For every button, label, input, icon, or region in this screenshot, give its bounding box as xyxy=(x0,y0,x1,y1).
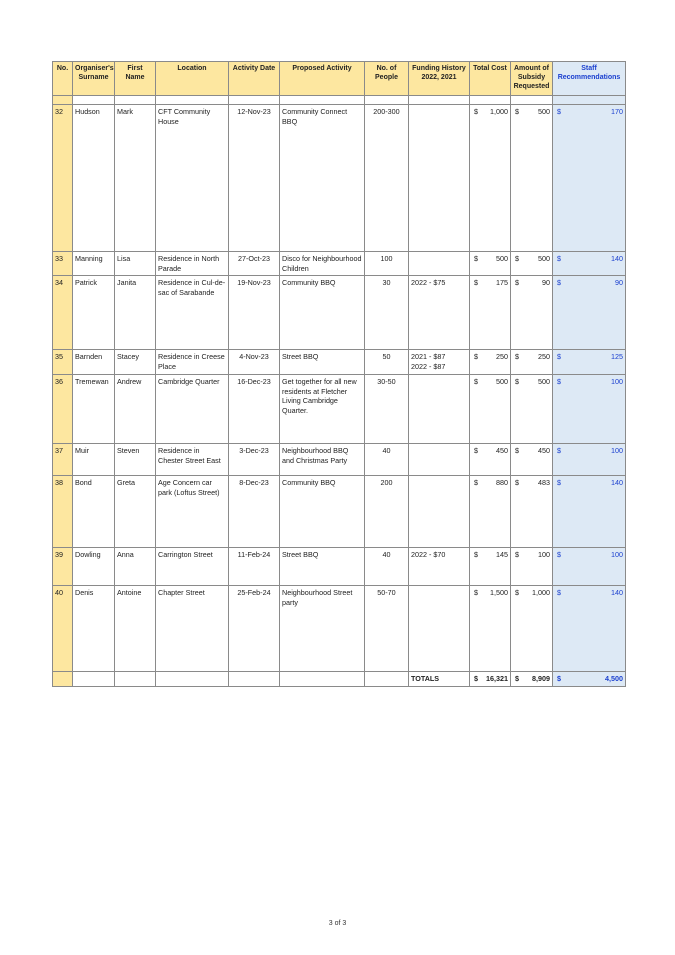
activity-date: 3-Dec-23 xyxy=(229,443,280,475)
subsidy-requested xyxy=(511,585,553,671)
proposed-activity: Neighbourhood Street party xyxy=(280,585,365,671)
currency-symbol: $ xyxy=(515,445,519,455)
organiser-surname: Dowling xyxy=(73,547,115,585)
subsidy-requested-value: 500 xyxy=(538,376,550,386)
no-of-people: 30 xyxy=(365,276,409,350)
no-of-people: 50 xyxy=(365,350,409,374)
organiser-surname: Denis xyxy=(73,585,115,671)
proposed-activity: Neighbourhood BBQ and Christmas Party xyxy=(280,443,365,475)
table-row xyxy=(53,475,626,547)
totals-blank xyxy=(229,671,280,686)
total-cost-value: 175 xyxy=(496,278,508,288)
currency-symbol: $ xyxy=(557,477,561,487)
proposed-activity: Community Connect BBQ xyxy=(280,105,365,252)
totals-label: TOTALS xyxy=(409,671,470,686)
activity-date: 16-Dec-23 xyxy=(229,374,280,443)
total-cost-value: 1,500 xyxy=(490,587,508,597)
table-row xyxy=(53,350,626,374)
row-number: 33 xyxy=(53,252,73,276)
row-number: 34 xyxy=(53,276,73,350)
currency-symbol: $ xyxy=(474,352,478,362)
activity-date: 19-Nov-23 xyxy=(229,276,280,350)
staff-recommendation xyxy=(553,350,626,374)
totals-blank xyxy=(73,671,115,686)
organiser-surname: Tremewan xyxy=(73,374,115,443)
currency-symbol: $ xyxy=(515,107,519,116)
first-name: Janita xyxy=(115,276,156,350)
currency-symbol: $ xyxy=(474,587,478,597)
organiser-surname: Manning xyxy=(73,252,115,276)
table-row xyxy=(53,276,626,350)
totals-staff xyxy=(553,671,626,686)
first-name: Andrew xyxy=(115,374,156,443)
first-name: Lisa xyxy=(115,252,156,276)
row-number: 37 xyxy=(53,443,73,475)
subsidy-requested-value: 100 xyxy=(538,549,550,559)
subsidy-requested-value: 90 xyxy=(542,278,550,288)
location: Age Concern car park (Loftus Street) xyxy=(156,475,229,547)
funding-history xyxy=(409,475,470,547)
no-of-people: 40 xyxy=(365,547,409,585)
row-number: 38 xyxy=(53,475,73,547)
header-first-name: First Name xyxy=(115,62,156,96)
funding-history xyxy=(409,252,470,276)
funding-history: 2022 - $70 xyxy=(409,547,470,585)
currency-symbol: $ xyxy=(557,587,561,597)
staff-recommendation-value: 100 xyxy=(611,445,623,455)
staff-recommendation xyxy=(553,475,626,547)
staff-recommendation xyxy=(553,443,626,475)
location: Residence in North Parade xyxy=(156,252,229,276)
table-body xyxy=(53,96,626,687)
spacer-row xyxy=(53,96,626,105)
activity-date: 27-Oct-23 xyxy=(229,252,280,276)
activity-date: 11-Feb-24 xyxy=(229,547,280,585)
currency-symbol: $ xyxy=(557,549,561,559)
header-total-cost: Total Cost xyxy=(470,62,511,96)
location: Residence in Chester Street East xyxy=(156,443,229,475)
header-subsidy-requested: Amount of Subsidy Requested xyxy=(511,62,553,96)
row-number: 40 xyxy=(53,585,73,671)
staff-recommendation xyxy=(553,585,626,671)
currency-symbol: $ xyxy=(557,376,561,386)
total-cost-value: 500 xyxy=(496,376,508,386)
table-row xyxy=(53,374,626,443)
subsidy-requested xyxy=(511,276,553,350)
header-location: Location xyxy=(156,62,229,96)
staff-recommendation xyxy=(553,105,626,252)
staff-recommendation-value: 140 xyxy=(611,254,623,263)
staff-recommendation-value: 140 xyxy=(611,477,623,487)
totals-subsidy-value: 8,909 xyxy=(532,673,550,683)
currency-symbol: $ xyxy=(474,278,478,288)
table-row xyxy=(53,443,626,475)
total-cost xyxy=(470,443,511,475)
totals-total-cost xyxy=(470,671,511,686)
totals-blank xyxy=(53,671,73,686)
subsidy-requested xyxy=(511,374,553,443)
total-cost-value: 250 xyxy=(496,352,508,362)
totals-row xyxy=(53,671,626,686)
header-staff-recommendations: Staff Recommendations xyxy=(553,62,626,96)
subsidy-requested xyxy=(511,547,553,585)
totals-total-cost-value: 16,321 xyxy=(486,673,508,683)
staff-recommendation-value: 125 xyxy=(611,352,623,362)
proposed-activity: Community BBQ xyxy=(280,475,365,547)
staff-recommendation xyxy=(553,276,626,350)
page-number: 3 of 3 xyxy=(328,920,347,927)
funding-history xyxy=(409,374,470,443)
subsidy-requested xyxy=(511,252,553,276)
currency-symbol: $ xyxy=(557,352,561,362)
totals-blank xyxy=(115,671,156,686)
totals-blank xyxy=(280,671,365,686)
currency-symbol: $ xyxy=(474,376,478,386)
total-cost xyxy=(470,374,511,443)
total-cost-value: 450 xyxy=(496,445,508,455)
proposed-activity: Community BBQ xyxy=(280,276,365,350)
staff-recommendation xyxy=(553,547,626,585)
location: Residence in Cul-de-sac of Sarabande xyxy=(156,276,229,350)
location: Chapter Street xyxy=(156,585,229,671)
currency-symbol: $ xyxy=(474,477,478,487)
currency-symbol: $ xyxy=(515,352,519,362)
totals-blank xyxy=(365,671,409,686)
subsidy-requested-value: 483 xyxy=(538,477,550,487)
total-cost xyxy=(470,252,511,276)
activity-date: 12-Nov-23 xyxy=(229,105,280,252)
staff-recommendation-value: 100 xyxy=(611,376,623,386)
staff-recommendation xyxy=(553,252,626,276)
total-cost-value: 1,000 xyxy=(490,107,508,116)
subsidy-requested xyxy=(511,443,553,475)
location: CFT Community House xyxy=(156,105,229,252)
proposed-activity: Disco for Neighbourhood Children xyxy=(280,252,365,276)
totals-blank xyxy=(156,671,229,686)
subsidy-requested-value: 250 xyxy=(538,352,550,362)
activity-date: 8-Dec-23 xyxy=(229,475,280,547)
no-of-people: 50-70 xyxy=(365,585,409,671)
funding-history xyxy=(409,585,470,671)
currency-symbol: $ xyxy=(557,254,561,263)
organiser-surname: Muir xyxy=(73,443,115,475)
currency-symbol: $ xyxy=(515,254,519,263)
first-name: Antoine xyxy=(115,585,156,671)
row-number: 36 xyxy=(53,374,73,443)
table-row xyxy=(53,252,626,276)
no-of-people: 30-50 xyxy=(365,374,409,443)
organiser-surname: Barnden xyxy=(73,350,115,374)
header-no: No. xyxy=(53,62,73,96)
no-of-people: 100 xyxy=(365,252,409,276)
total-cost-value: 500 xyxy=(496,254,508,263)
staff-recommendation-value: 90 xyxy=(615,278,623,288)
header-proposed-activity: Proposed Activity xyxy=(280,62,365,96)
currency-symbol: $ xyxy=(515,673,519,683)
first-name: Greta xyxy=(115,475,156,547)
header-funding-history: Funding History 2022, 2021 xyxy=(409,62,470,96)
funding-history: 2021 - $87 2022 - $87 xyxy=(409,350,470,374)
activity-date: 25-Feb-24 xyxy=(229,585,280,671)
subsidy-requested xyxy=(511,105,553,252)
currency-symbol: $ xyxy=(557,107,561,116)
totals-staff-value: 4,500 xyxy=(605,673,623,683)
header-surname: Organiser's Surname xyxy=(73,62,115,96)
activity-date: 4-Nov-23 xyxy=(229,350,280,374)
proposed-activity: Get together for all new residents at Fletcher Living Cambridge Quarter. xyxy=(280,374,365,443)
organiser-surname: Patrick xyxy=(73,276,115,350)
row-number: 35 xyxy=(53,350,73,374)
staff-recommendation-value: 140 xyxy=(611,587,623,597)
currency-symbol: $ xyxy=(557,673,561,683)
no-of-people: 40 xyxy=(365,443,409,475)
total-cost-value: 145 xyxy=(496,549,508,559)
subsidy-requested xyxy=(511,350,553,374)
first-name: Steven xyxy=(115,443,156,475)
total-cost xyxy=(470,547,511,585)
funding-history xyxy=(409,443,470,475)
total-cost xyxy=(470,350,511,374)
header-no-of-people: No. of People xyxy=(365,62,409,96)
currency-symbol: $ xyxy=(474,673,478,683)
funding-history: 2022 - $75 xyxy=(409,276,470,350)
subsidy-requested-value: 500 xyxy=(538,107,550,116)
currency-symbol: $ xyxy=(515,587,519,597)
total-cost xyxy=(470,475,511,547)
row-number: 32 xyxy=(53,105,73,252)
currency-symbol: $ xyxy=(515,376,519,386)
currency-symbol: $ xyxy=(515,549,519,559)
subsidy-requested xyxy=(511,475,553,547)
row-number: 39 xyxy=(53,547,73,585)
header-activity-date: Activity Date xyxy=(229,62,280,96)
currency-symbol: $ xyxy=(557,278,561,288)
currency-symbol: $ xyxy=(474,254,478,263)
subsidy-requested-value: 500 xyxy=(538,254,550,263)
total-cost xyxy=(470,276,511,350)
organiser-surname: Hudson xyxy=(73,105,115,252)
table-row xyxy=(53,585,626,671)
first-name: Anna xyxy=(115,547,156,585)
currency-symbol: $ xyxy=(474,549,478,559)
no-of-people: 200 xyxy=(365,475,409,547)
location: Cambridge Quarter xyxy=(156,374,229,443)
funding-table xyxy=(52,61,626,687)
currency-symbol: $ xyxy=(474,107,478,116)
funding-history xyxy=(409,105,470,252)
total-cost xyxy=(470,105,511,252)
staff-recommendation xyxy=(553,374,626,443)
location: Residence in Creese Place xyxy=(156,350,229,374)
header-row xyxy=(53,62,626,96)
currency-symbol: $ xyxy=(474,445,478,455)
organiser-surname: Bond xyxy=(73,475,115,547)
totals-subsidy xyxy=(511,671,553,686)
total-cost-value: 880 xyxy=(496,477,508,487)
proposed-activity: Street BBQ xyxy=(280,350,365,374)
total-cost xyxy=(470,585,511,671)
first-name: Stacey xyxy=(115,350,156,374)
subsidy-requested-value: 450 xyxy=(538,445,550,455)
no-of-people: 200-300 xyxy=(365,105,409,252)
staff-recommendation-value: 100 xyxy=(611,549,623,559)
proposed-activity: Street BBQ xyxy=(280,547,365,585)
first-name: Mark xyxy=(115,105,156,252)
currency-symbol: $ xyxy=(515,477,519,487)
staff-recommendation-value: 170 xyxy=(611,107,623,116)
table-row xyxy=(53,105,626,252)
location: Carrington Street xyxy=(156,547,229,585)
currency-symbol: $ xyxy=(515,278,519,288)
table-row xyxy=(53,547,626,585)
subsidy-requested-value: 1,000 xyxy=(532,587,550,597)
currency-symbol: $ xyxy=(557,445,561,455)
